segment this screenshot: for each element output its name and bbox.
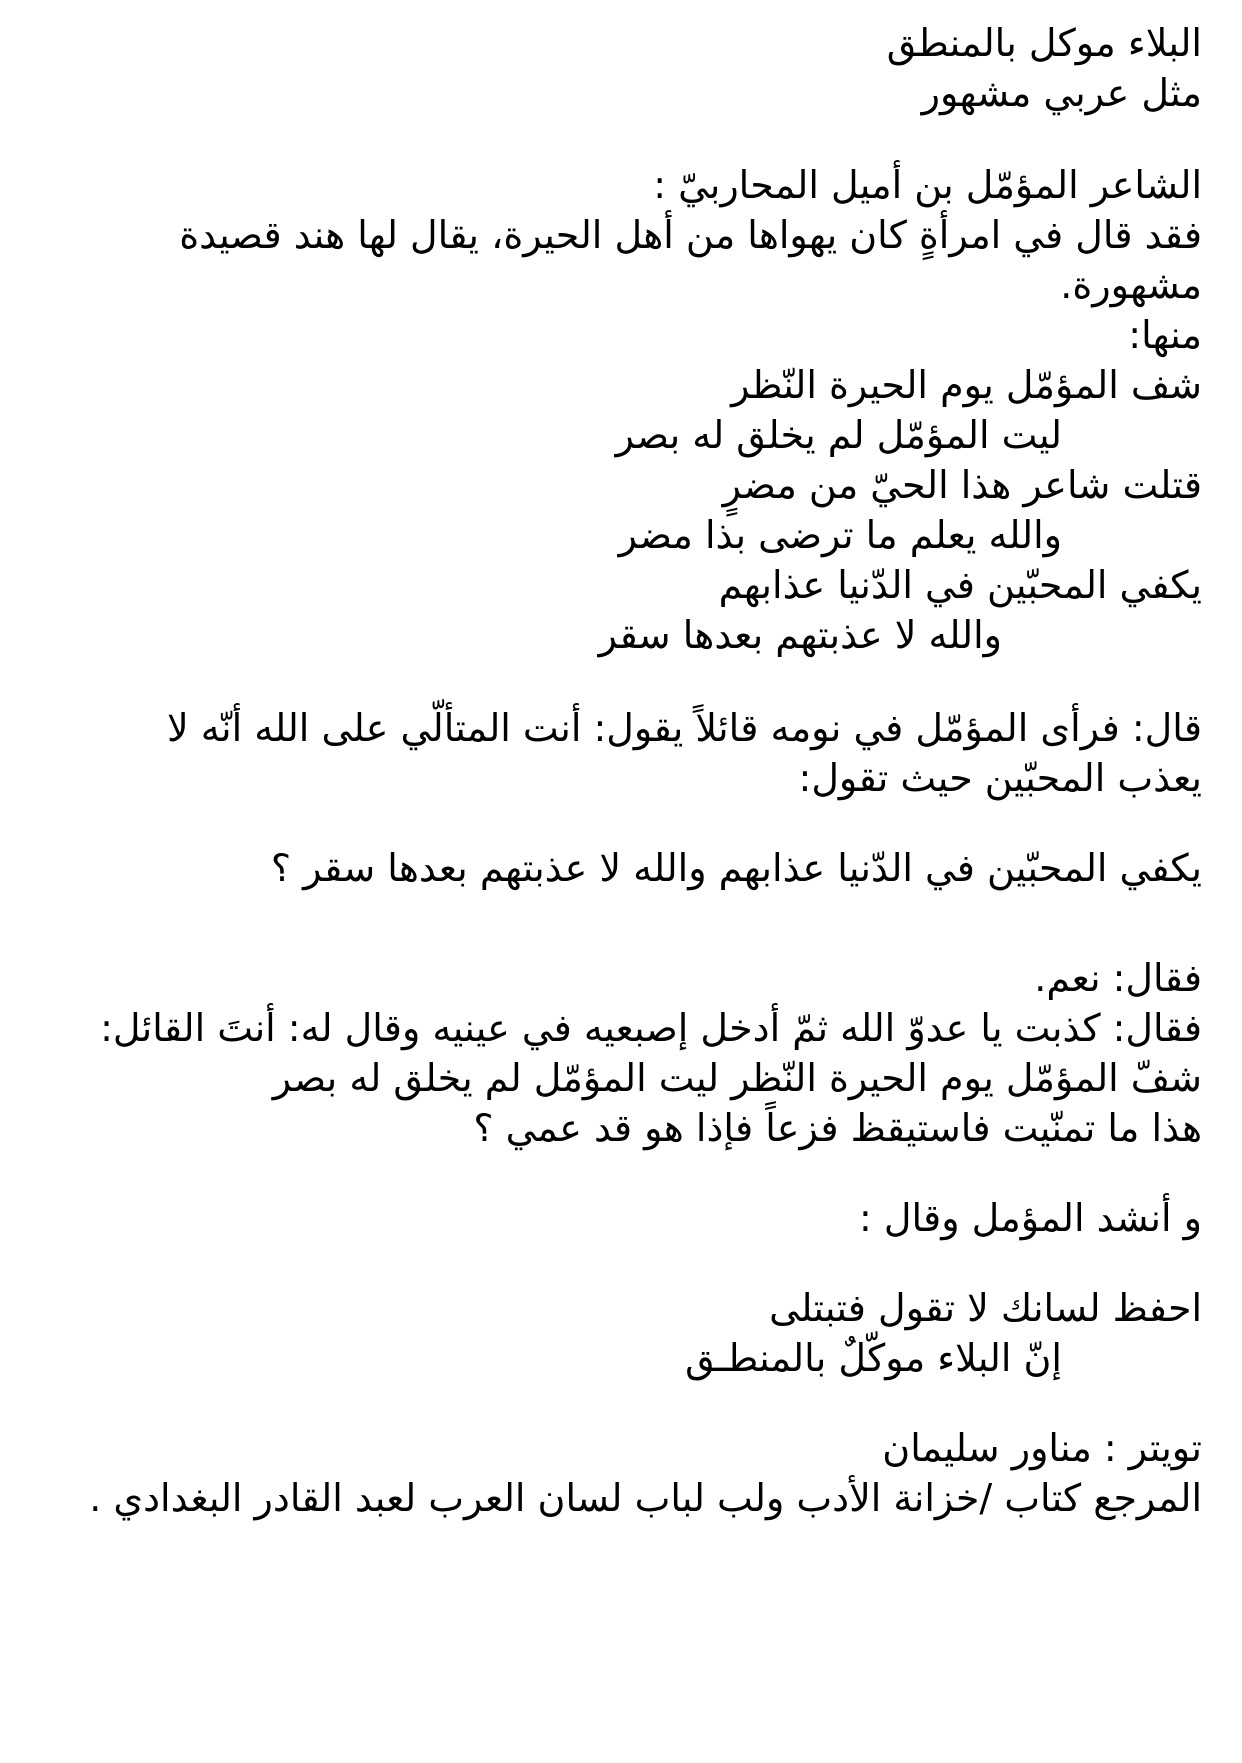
final-verse: إنّ البلاء موكّلٌ بالمنطـق bbox=[685, 1336, 1062, 1380]
final-verse: احفظ لسانك لا تقول فتبتلى bbox=[769, 1286, 1202, 1330]
credit-line: تويتر : مناور سليمان bbox=[882, 1426, 1202, 1470]
from-it-label: منها: bbox=[1128, 313, 1202, 357]
document-page bbox=[40, 0, 1202, 1763]
reference-paragraph: المرجع كتاب /خزانة الأدب ولب لباب لسان العرب لعبد القادر البغدادي . bbox=[89, 1476, 1202, 1520]
answer-line: فقال: نعم. bbox=[1034, 956, 1202, 1000]
verse-line: يكفي المحبّين في الدّنيا عذابهم bbox=[718, 563, 1202, 607]
document-subtitle: مثل عربي مشهور bbox=[921, 71, 1202, 115]
reply-line: هذا ما تمنّيت فاستيقظ فزعاً فإذا هو قد عمي ؟ bbox=[473, 1106, 1202, 1150]
reply-line: شفّ المؤمّل يوم الحيرة النّظر ليت المؤمّل لم يخلق له بصر bbox=[272, 1056, 1202, 1100]
verse-line: والله لا عذبتهم بعدها سقر bbox=[598, 613, 1002, 657]
verse-line: ليت المؤمّل لم يخلق له بصر bbox=[615, 413, 1062, 457]
intro-paragraph: فقد قال في امرأةٍ كان يهواها من أهل الحيرة، يقال لها هند قصيدة مشهورة. bbox=[179, 213, 1202, 307]
recite-intro: و أنشد المؤمل وقال : bbox=[858, 1196, 1202, 1240]
verse-line: قتلت شاعر هذا الحيّ من مضرٍ bbox=[722, 463, 1202, 507]
reply-line: فقال: كذبت يا عدوّ الله ثمّ أدخل إصبعيه في عينيه وقال له: أنتَ القائل: bbox=[100, 1006, 1202, 1050]
verse-line: شف المؤمّل يوم الحيرة النّظر bbox=[731, 363, 1202, 407]
document-title: البلاء موكل بالمنطق bbox=[886, 21, 1202, 65]
verse-line: والله يعلم ما ترضى بذا مضر bbox=[618, 513, 1062, 557]
poet-heading: الشاعر المؤمّل بن أميل المحاربيّ : bbox=[653, 163, 1202, 207]
question-verse: يكفي المحبّين في الدّنيا عذابهم والله لا عذبتهم بعدها سقر ؟ bbox=[270, 846, 1202, 890]
dream-paragraph: قال: فرأى المؤمّل في نومه قائلاً يقول: أنت المتألّي على الله أنّه لا يعذب المحبّين حيث تقول: bbox=[166, 706, 1202, 800]
